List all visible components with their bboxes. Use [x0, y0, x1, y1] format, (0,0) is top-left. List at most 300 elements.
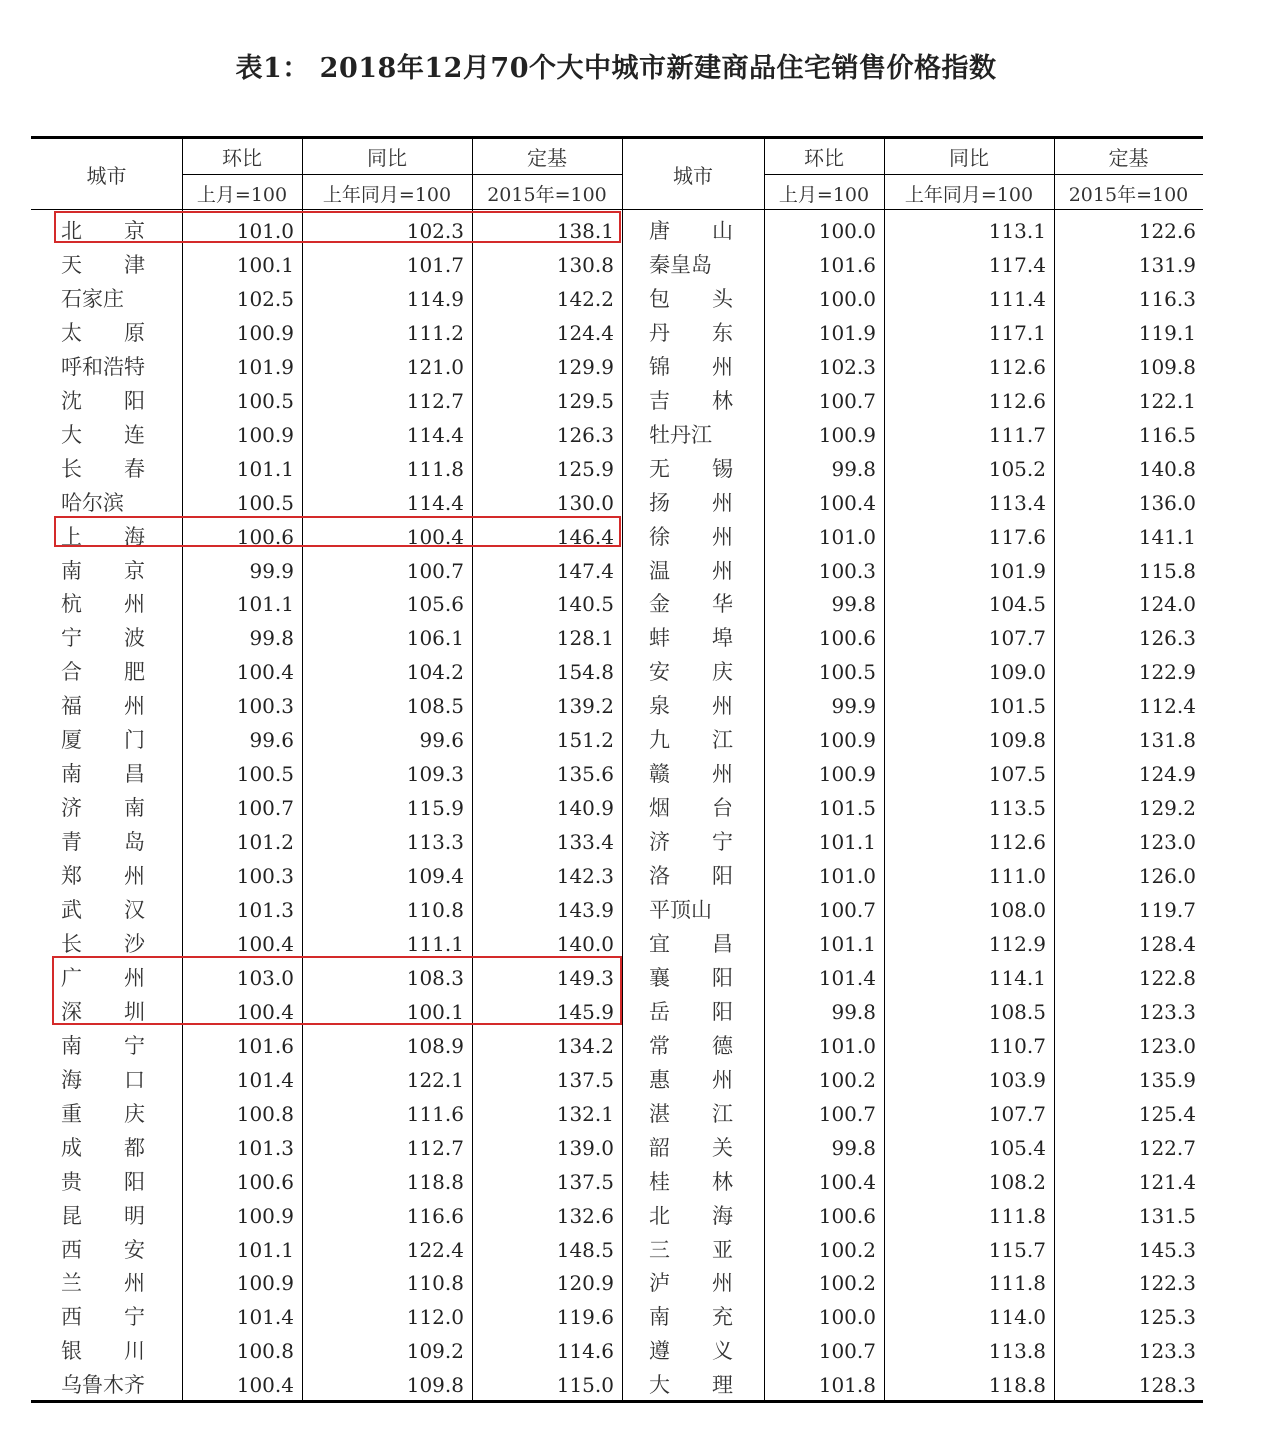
value-yoy: 106.1 — [406, 626, 464, 651]
value-yoy: 111.2 — [406, 320, 464, 345]
city-name: 杭 州 — [61, 592, 145, 617]
value-base: 125.4 — [1138, 1101, 1196, 1126]
value-yoy: 100.7 — [406, 558, 464, 583]
value-base: 140.8 — [1138, 456, 1196, 481]
value-base: 116.3 — [1138, 286, 1196, 311]
city-name: 锦 州 — [649, 354, 733, 379]
city-name: 西 宁 — [61, 1305, 145, 1330]
value-yoy: 114.0 — [988, 1305, 1046, 1330]
value-mom: 100.3 — [818, 558, 876, 583]
table-row — [31, 1199, 1203, 1233]
value-base: 112.4 — [1138, 694, 1196, 719]
city-name: 青 岛 — [61, 830, 145, 855]
value-base: 151.2 — [556, 728, 614, 753]
table-row — [31, 1165, 1203, 1199]
city-name: 广 州 — [61, 965, 145, 990]
table-row — [31, 486, 1203, 520]
value-mom: 100.5 — [818, 660, 876, 685]
city-name: 南 京 — [61, 558, 145, 583]
value-mom: 100.1 — [236, 252, 294, 277]
value-mom: 101.6 — [236, 1033, 294, 1058]
table-row — [31, 1063, 1203, 1097]
value-mom: 103.0 — [236, 965, 294, 990]
value-base: 139.2 — [556, 694, 614, 719]
value-yoy: 101.5 — [988, 694, 1046, 719]
value-yoy: 111.8 — [988, 1203, 1046, 1228]
value-mom: 99.9 — [831, 694, 876, 719]
value-mom: 101.4 — [818, 965, 876, 990]
value-yoy: 114.9 — [406, 286, 464, 311]
city-name: 北 海 — [649, 1203, 733, 1228]
value-mom: 100.4 — [236, 931, 294, 956]
table-row — [31, 791, 1203, 825]
value-mom: 100.5 — [236, 490, 294, 515]
value-mom: 101.6 — [818, 252, 876, 277]
city-name: 泉 州 — [649, 694, 733, 719]
value-base: 123.3 — [1138, 999, 1196, 1024]
value-mom: 100.7 — [818, 1101, 876, 1126]
value-yoy: 110.8 — [406, 1271, 464, 1296]
header-mom-sub: 上月=100 — [196, 184, 288, 206]
value-yoy: 111.0 — [988, 864, 1046, 889]
value-base: 129.9 — [556, 354, 614, 379]
city-name: 合 肥 — [61, 660, 145, 685]
value-base: 115.0 — [556, 1373, 614, 1398]
city-name: 呼和浩特 — [61, 354, 145, 379]
value-yoy: 104.5 — [988, 592, 1046, 617]
city-name: 丹 东 — [649, 320, 733, 345]
city-name: 九 江 — [649, 728, 733, 753]
value-mom: 100.4 — [236, 660, 294, 685]
value-base: 122.3 — [1138, 1271, 1196, 1296]
value-yoy: 111.8 — [988, 1271, 1046, 1296]
city-name: 天 津 — [61, 252, 145, 277]
value-mom: 100.4 — [818, 490, 876, 515]
city-name: 大 连 — [61, 422, 145, 447]
highlight-box-beijing — [54, 211, 621, 243]
value-yoy: 113.4 — [988, 490, 1046, 515]
value-yoy: 108.0 — [988, 898, 1046, 922]
value-yoy: 114.4 — [406, 490, 464, 515]
value-mom: 100.2 — [818, 1237, 876, 1262]
table-row — [31, 1368, 1203, 1402]
value-mom: 99.6 — [249, 728, 294, 753]
page-title: 表1： 2018年12月70个大中城市新建商品住宅销售价格指数 — [235, 53, 997, 84]
value-base: 125.9 — [556, 456, 614, 481]
value-base: 130.0 — [556, 490, 614, 515]
city-name: 吉 林 — [649, 388, 733, 413]
city-name: 深 圳 — [61, 999, 145, 1024]
value-base: 114.6 — [556, 1339, 614, 1364]
city-name: 洛 阳 — [649, 864, 733, 889]
value-base: 122.8 — [1138, 965, 1196, 990]
value-mom: 100.9 — [818, 422, 876, 447]
value-base: 145.9 — [556, 999, 614, 1024]
city-name: 兰 州 — [61, 1271, 145, 1296]
city-name: 襄 阳 — [649, 965, 733, 990]
city-name: 武 汉 — [61, 898, 145, 922]
value-base: 146.4 — [556, 524, 614, 549]
city-name: 长 沙 — [61, 931, 145, 956]
city-name: 三 亚 — [649, 1237, 733, 1262]
value-yoy: 117.4 — [988, 252, 1046, 277]
value-base: 140.5 — [556, 592, 614, 617]
value-yoy: 105.6 — [406, 592, 464, 617]
table-row — [31, 1300, 1203, 1334]
value-mom: 101.4 — [236, 1067, 294, 1092]
value-yoy: 121.0 — [406, 354, 464, 379]
value-mom: 102.3 — [818, 354, 876, 379]
value-yoy: 108.2 — [988, 1169, 1046, 1194]
table-bottom-rule — [31, 1400, 1203, 1403]
value-base: 124.0 — [1138, 592, 1196, 617]
value-base: 122.1 — [1138, 388, 1196, 413]
header-mom: 环比 — [222, 146, 262, 170]
value-mom: 101.1 — [236, 456, 294, 481]
city-name: 泸 州 — [649, 1271, 733, 1296]
header-bottom-rule — [31, 209, 1203, 210]
value-base: 126.3 — [1138, 626, 1196, 651]
table-row — [31, 655, 1203, 689]
table-row — [31, 350, 1203, 384]
value-base: 145.3 — [1138, 1237, 1196, 1262]
value-yoy: 112.0 — [406, 1305, 464, 1330]
value-base: 137.5 — [556, 1067, 614, 1092]
value-base: 128.3 — [1138, 1373, 1196, 1398]
city-name: 唐 山 — [649, 219, 733, 243]
value-mom: 100.9 — [818, 728, 876, 753]
value-mom: 100.7 — [818, 898, 876, 922]
table-row — [31, 554, 1203, 588]
value-base: 131.8 — [1138, 728, 1196, 753]
value-base: 123.0 — [1138, 830, 1196, 855]
value-mom: 100.0 — [818, 286, 876, 311]
value-yoy: 111.7 — [988, 422, 1046, 447]
value-base: 137.5 — [556, 1169, 614, 1194]
value-yoy: 113.1 — [988, 219, 1046, 243]
value-mom: 100.6 — [818, 626, 876, 651]
header-base: 定基 — [1108, 146, 1149, 170]
table-row — [31, 316, 1203, 350]
price-index-table — [31, 136, 1203, 1404]
value-base: 132.1 — [556, 1101, 614, 1126]
value-mom: 100.9 — [236, 320, 294, 345]
city-name: 烟 台 — [649, 796, 733, 821]
value-base: 121.4 — [1138, 1169, 1196, 1194]
value-base: 124.4 — [556, 320, 614, 345]
value-base: 134.2 — [556, 1033, 614, 1058]
value-base: 149.3 — [556, 965, 614, 990]
city-name: 金 华 — [649, 592, 733, 617]
value-base: 129.2 — [1138, 796, 1196, 821]
value-mom: 100.6 — [236, 1169, 294, 1194]
city-name: 成 都 — [61, 1135, 145, 1160]
value-mom: 100.4 — [236, 1373, 294, 1398]
value-yoy: 109.3 — [406, 762, 464, 787]
value-mom: 100.8 — [236, 1339, 294, 1364]
value-base: 135.6 — [556, 762, 614, 787]
value-base: 135.9 — [1138, 1067, 1196, 1092]
city-name: 昆 明 — [61, 1203, 145, 1228]
value-mom: 101.5 — [818, 796, 876, 821]
value-base: 120.9 — [556, 1271, 614, 1296]
value-mom: 101.3 — [236, 1135, 294, 1160]
value-mom: 102.5 — [236, 286, 294, 311]
table-row — [31, 1029, 1203, 1063]
table-row — [31, 757, 1203, 791]
value-mom: 101.2 — [236, 830, 294, 855]
value-base: 140.0 — [556, 931, 614, 956]
value-base: 123.0 — [1138, 1033, 1196, 1058]
value-base: 147.4 — [556, 558, 614, 583]
value-yoy: 99.6 — [419, 728, 464, 753]
value-yoy: 108.9 — [406, 1033, 464, 1058]
value-base: 132.6 — [556, 1203, 614, 1228]
value-yoy: 105.2 — [988, 456, 1046, 481]
value-mom: 99.8 — [831, 592, 876, 617]
value-yoy: 108.5 — [988, 999, 1046, 1024]
city-name: 韶 关 — [649, 1135, 733, 1160]
value-yoy: 122.1 — [406, 1067, 464, 1092]
value-mom: 101.4 — [236, 1305, 294, 1330]
value-yoy: 108.5 — [406, 694, 464, 719]
table-row — [31, 859, 1203, 893]
value-yoy: 109.0 — [988, 660, 1046, 685]
city-name: 包 头 — [649, 286, 733, 311]
header-base-sub: 2015年=100 — [487, 184, 607, 206]
value-yoy: 100.1 — [406, 999, 464, 1024]
table-row — [31, 452, 1203, 486]
value-yoy: 111.8 — [406, 456, 464, 481]
city-name: 沈 阳 — [61, 388, 145, 413]
value-yoy: 118.8 — [406, 1169, 464, 1194]
city-name: 上 海 — [61, 524, 145, 549]
header-city: 城市 — [86, 164, 127, 188]
table-row — [31, 1334, 1203, 1368]
header-mom: 环比 — [804, 146, 844, 170]
table-row — [31, 1131, 1203, 1165]
value-yoy: 104.2 — [406, 660, 464, 685]
header-city: 城市 — [673, 164, 713, 188]
value-mom: 100.9 — [236, 1203, 294, 1228]
value-yoy: 105.4 — [988, 1135, 1046, 1160]
value-base: 141.1 — [1138, 524, 1196, 549]
value-mom: 101.8 — [818, 1373, 876, 1398]
value-yoy: 103.9 — [988, 1067, 1046, 1092]
value-base: 122.9 — [1138, 660, 1196, 685]
city-name: 徐 州 — [649, 524, 733, 549]
value-base: 119.1 — [1138, 320, 1196, 345]
city-name: 乌鲁木齐 — [61, 1373, 145, 1398]
city-name: 济 宁 — [649, 830, 733, 855]
value-base: 129.5 — [556, 388, 614, 413]
value-base: 131.9 — [1138, 252, 1196, 277]
city-name: 贵 阳 — [61, 1169, 145, 1194]
value-mom: 100.3 — [236, 864, 294, 889]
value-yoy: 122.4 — [406, 1237, 464, 1262]
highlight-box-guangzhou-shenzhen — [52, 956, 622, 1025]
header-sub-rule — [764, 174, 1203, 175]
city-name: 平顶山 — [649, 898, 712, 922]
value-mom: 100.9 — [236, 1271, 294, 1296]
value-yoy: 113.8 — [988, 1339, 1046, 1364]
value-yoy: 113.3 — [406, 830, 464, 855]
value-mom: 100.7 — [818, 1339, 876, 1364]
value-base: 130.8 — [556, 252, 614, 277]
value-mom: 100.4 — [236, 999, 294, 1024]
city-name: 福 州 — [61, 694, 145, 719]
table-row — [31, 1097, 1203, 1131]
value-base: 138.1 — [556, 219, 614, 243]
city-name: 扬 州 — [649, 490, 733, 515]
value-mom: 101.9 — [236, 354, 294, 379]
table-row — [31, 723, 1203, 757]
city-name: 宁 波 — [61, 626, 145, 651]
value-mom: 99.8 — [249, 626, 294, 651]
city-name: 厦 门 — [61, 728, 145, 753]
value-mom: 100.7 — [236, 796, 294, 821]
header-yoy: 同比 — [949, 146, 989, 170]
value-base: 136.0 — [1138, 490, 1196, 515]
table-row — [31, 893, 1203, 927]
value-mom: 99.9 — [249, 558, 294, 583]
city-name: 济 南 — [61, 796, 145, 821]
value-mom: 100.4 — [818, 1169, 876, 1194]
value-yoy: 102.3 — [406, 219, 464, 243]
table-row — [31, 1233, 1203, 1267]
value-mom: 101.0 — [236, 219, 294, 243]
header-base: 定基 — [527, 146, 567, 170]
table-row — [31, 282, 1203, 316]
value-yoy: 116.6 — [406, 1203, 464, 1228]
city-name: 南 宁 — [61, 1033, 145, 1058]
value-yoy: 111.6 — [406, 1101, 464, 1126]
value-mom: 100.6 — [236, 524, 294, 549]
header-yoy-sub: 上年同月=100 — [322, 184, 452, 206]
value-base: 126.3 — [556, 422, 614, 447]
city-name: 太 原 — [61, 320, 145, 345]
value-yoy: 112.7 — [406, 388, 464, 413]
value-base: 133.4 — [556, 830, 614, 855]
city-name: 银 川 — [61, 1339, 145, 1364]
value-base: 124.9 — [1138, 762, 1196, 787]
table-row — [31, 621, 1203, 655]
city-name: 郑 州 — [61, 864, 145, 889]
value-mom: 101.1 — [818, 830, 876, 855]
city-name: 石家庄 — [61, 286, 124, 311]
city-name: 长 春 — [61, 456, 145, 481]
value-yoy: 112.6 — [988, 830, 1046, 855]
table-row — [31, 1266, 1203, 1300]
value-yoy: 109.4 — [406, 864, 464, 889]
value-yoy: 111.4 — [988, 286, 1046, 311]
value-yoy: 112.6 — [988, 354, 1046, 379]
city-name: 温 州 — [649, 558, 733, 583]
value-mom: 99.8 — [831, 999, 876, 1024]
value-yoy: 110.8 — [406, 898, 464, 922]
value-yoy: 107.5 — [988, 762, 1046, 787]
value-yoy: 109.8 — [406, 1373, 464, 1398]
value-mom: 100.5 — [236, 762, 294, 787]
value-base: 142.3 — [556, 864, 614, 889]
header-yoy: 同比 — [367, 146, 407, 170]
value-mom: 100.9 — [236, 422, 294, 447]
value-yoy: 109.8 — [988, 728, 1046, 753]
value-mom: 101.0 — [818, 524, 876, 549]
value-yoy: 109.2 — [406, 1339, 464, 1364]
city-name: 湛 江 — [649, 1101, 733, 1126]
table-top-rule — [31, 136, 1203, 139]
city-name: 北 京 — [61, 219, 145, 243]
value-yoy: 107.7 — [988, 626, 1046, 651]
value-mom: 100.2 — [818, 1067, 876, 1092]
city-name: 牡丹江 — [649, 422, 712, 447]
value-yoy: 112.6 — [988, 388, 1046, 413]
table-row — [31, 248, 1203, 282]
city-name: 重 庆 — [61, 1101, 145, 1126]
header-sub-rule — [182, 174, 622, 175]
value-base: 126.0 — [1138, 864, 1196, 889]
table-row — [31, 587, 1203, 621]
value-base: 154.8 — [556, 660, 614, 685]
value-yoy: 118.8 — [988, 1373, 1046, 1398]
value-yoy: 114.1 — [988, 965, 1046, 990]
value-mom: 100.0 — [818, 219, 876, 243]
city-name: 南 昌 — [61, 762, 145, 787]
value-yoy: 101.9 — [988, 558, 1046, 583]
value-yoy: 112.9 — [988, 931, 1046, 956]
value-base: 139.0 — [556, 1135, 614, 1160]
value-yoy: 117.6 — [988, 524, 1046, 549]
header-base-sub: 2015年=100 — [1068, 184, 1189, 206]
city-name: 海 口 — [61, 1067, 145, 1092]
value-mom: 101.0 — [818, 1033, 876, 1058]
value-base: 109.8 — [1138, 354, 1196, 379]
value-mom: 99.8 — [831, 456, 876, 481]
value-mom: 101.9 — [818, 320, 876, 345]
city-name: 赣 州 — [649, 762, 733, 787]
value-base: 128.4 — [1138, 931, 1196, 956]
value-yoy: 115.7 — [988, 1237, 1046, 1262]
table-row — [31, 384, 1203, 418]
city-name: 遵 义 — [649, 1339, 733, 1364]
city-name: 秦皇岛 — [649, 252, 712, 277]
city-name: 哈尔滨 — [61, 490, 124, 515]
value-base: 119.6 — [556, 1305, 614, 1330]
city-name: 安 庆 — [649, 660, 733, 685]
city-name: 蚌 埠 — [649, 626, 733, 651]
value-base: 115.8 — [1138, 558, 1196, 583]
table-row — [31, 689, 1203, 723]
value-mom: 101.1 — [236, 592, 294, 617]
value-yoy: 108.3 — [406, 965, 464, 990]
header-mom-sub: 上月=100 — [778, 184, 870, 206]
value-mom: 100.5 — [236, 388, 294, 413]
value-mom: 100.3 — [236, 694, 294, 719]
city-name: 南 充 — [649, 1305, 733, 1330]
city-name: 惠 州 — [649, 1067, 733, 1092]
value-base: 140.9 — [556, 796, 614, 821]
value-yoy: 100.4 — [406, 524, 464, 549]
value-mom: 100.8 — [236, 1101, 294, 1126]
value-yoy: 112.7 — [406, 1135, 464, 1160]
city-name: 宜 昌 — [649, 931, 733, 956]
value-base: 119.7 — [1138, 898, 1196, 922]
city-name: 大 理 — [649, 1373, 733, 1398]
value-mom: 101.3 — [236, 898, 294, 922]
header-yoy-sub: 上年同月=100 — [904, 184, 1034, 206]
value-mom: 100.0 — [818, 1305, 876, 1330]
